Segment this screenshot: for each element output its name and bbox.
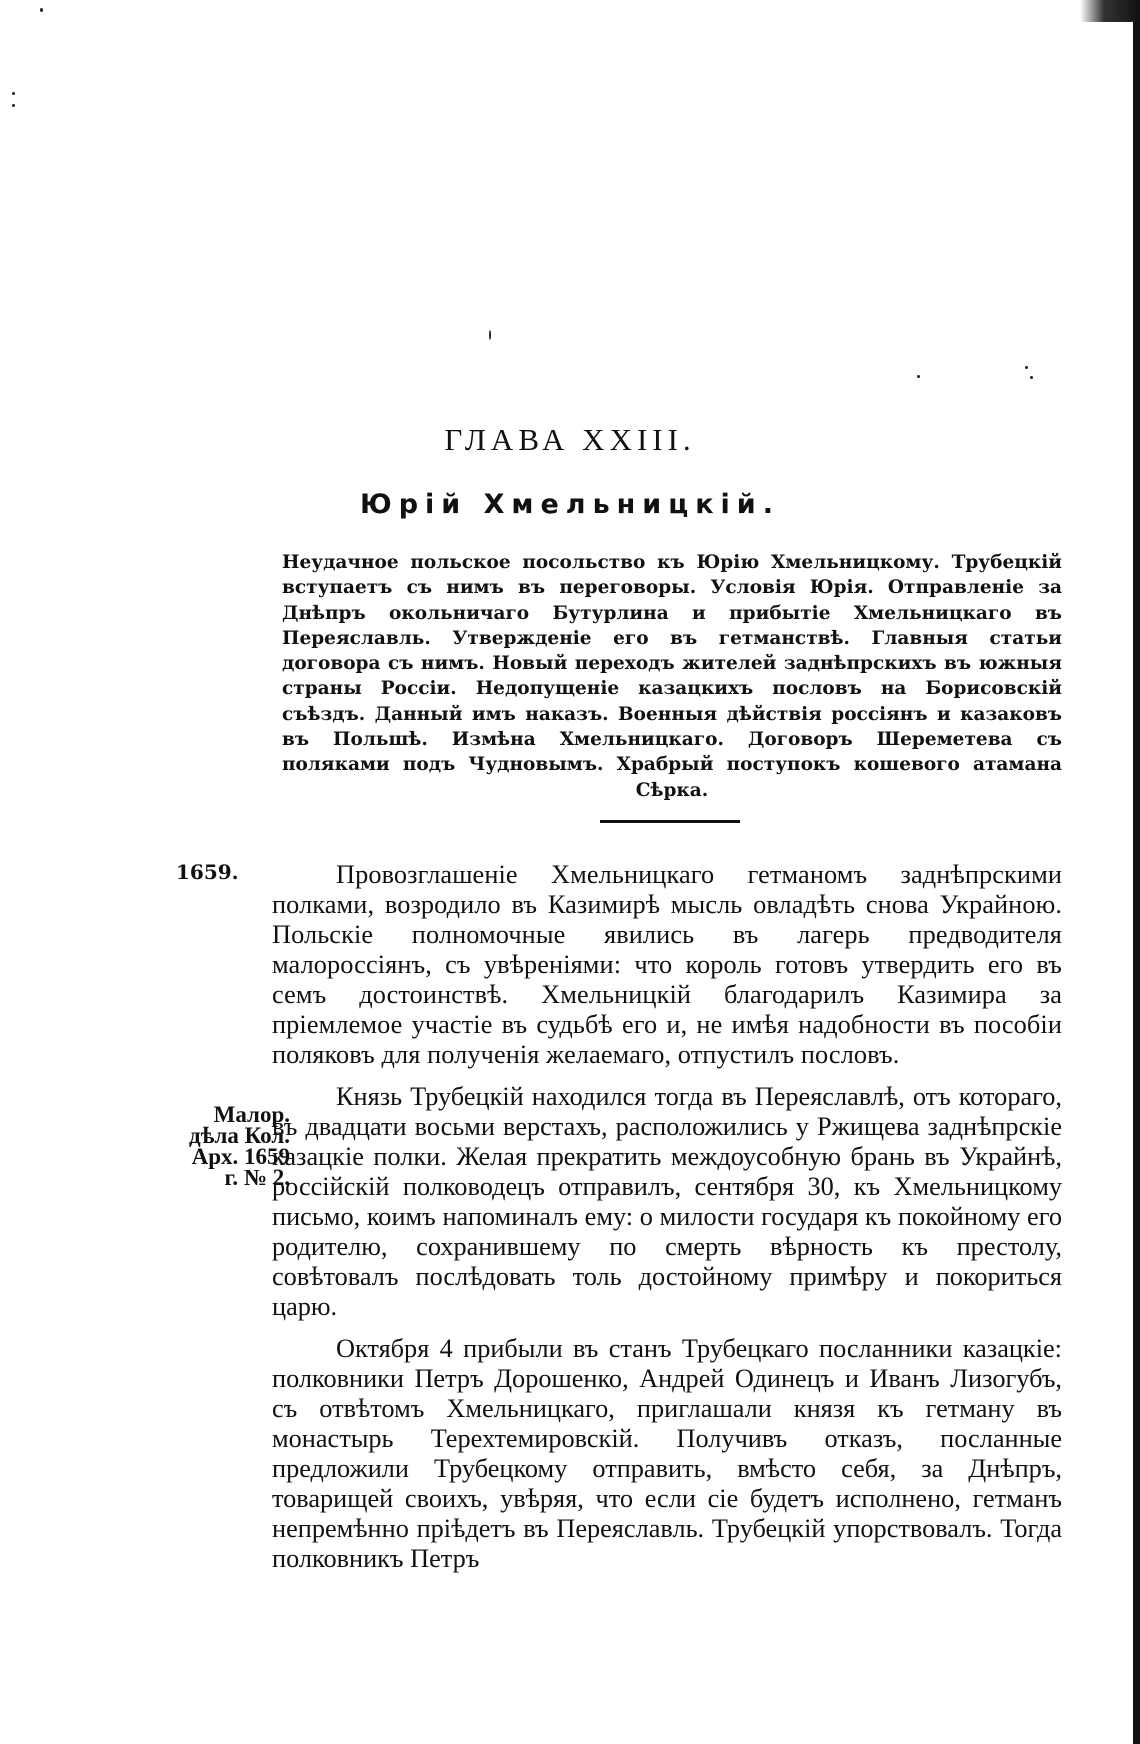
section-divider bbox=[600, 820, 740, 823]
scan-edge bbox=[1133, 0, 1140, 1744]
chapter-subtitle: Юрій Хмельницкій. bbox=[360, 489, 780, 520]
chapter-summary: Неудачное польское посольство къ Юрію Хмельницкому. Трубецкій вступаетъ съ нимъ въ переговоры. Условія Юрія. Отправленіе за Днѣпръ окольничаго Бутурлина и прибытіе Хмельницкаго въ Переяславль. Утвержденіе его въ гетманствѣ. Главныя статьи договора съ нимъ. Новый переходъ жителей заднѣпрскихъ въ южныя страны Россіи. Недопущеніе казацкихъ пословъ на Борисовскій съѣздъ. Данный имъ наказъ. Военныя дѣйствія россіянъ и казаковъ въ Польшѣ. Измѣна Хмельницкаго. Договоръ Шереметева съ поляками подъ Чудновымъ. Храбрый поступокъ кошевого атамана Сѣрка. bbox=[282, 552, 1062, 801]
body-text bbox=[272, 860, 1062, 1574]
margin-note-line: дѣла Кол. bbox=[189, 1123, 290, 1148]
paragraph: Князь Трубецкій находился тогда въ Переяславлѣ, отъ котораго, въ двадцати восьми верстахъ, расположились у Ржищева заднѣпрскіе казацкіе полки. Желая прекратить междоусобную брань въ Украйнѣ, россійскій полководецъ отправилъ, сентября 30, къ Хмельницкому письмо, коимъ напоминалъ ему: о милости государя къ покойному его родителю, сохранившему по смерть вѣрность къ престолу, совѣтовалъ послѣдовать толь достойному примѣру и покориться царю. bbox=[272, 1082, 1062, 1321]
scan-speck bbox=[12, 92, 15, 95]
paragraph: Провозглашеніе Хмельницкаго гетманомъ заднѣпрскими полками, возродило въ Казимирѣ мысль овладѣть снова Украйною. Польскіе полномочные явились въ лагерь предводителя малороссіянъ, съ увѣреніями: что король готовъ утвердить его въ семъ достоинствѣ. Хмельницкій благодарилъ Казимира за пріемлемое участіе въ судьбѣ его и, не имѣя надобности въ пособіи поляковъ для полученія желаемаго, отпустилъ пословъ. bbox=[272, 860, 1062, 1069]
scan-speck bbox=[1025, 366, 1028, 369]
scan-speck bbox=[1030, 376, 1033, 379]
scan-edge-corner bbox=[1080, 0, 1140, 22]
margin-note-line: г. № 2. bbox=[224, 1165, 290, 1190]
scan-speck bbox=[917, 375, 920, 378]
margin-note-line: Арх. 1659 bbox=[191, 1144, 290, 1169]
scan-speck bbox=[489, 330, 491, 340]
margin-year: 1659. bbox=[176, 860, 239, 884]
paragraph: Октября 4 прибыли въ станъ Трубецкаго посланники казацкіе: полковники Петръ Дорошенко, Андрей Одинецъ и Иванъ Лизогубъ, съ отвѣтомъ Хмельницкаго, приглашали князя къ гетману въ монастырь Терехтемировскій. Получивъ отказъ, посланные предложили Трубецкому отправить, вмѣсто себя, за Днѣпръ, товарищей своихъ, увѣряя, что если сіе будетъ исполнено, гетманъ непремѣнно пріѣдетъ въ Переяславль. Трубецкій упорствовалъ. Тогда полковникъ Петръ bbox=[272, 1334, 1062, 1573]
margin-note-line: Малор. bbox=[213, 1102, 290, 1127]
chapter-title: ГЛАВА XXIII. bbox=[444, 422, 696, 457]
scan-speck bbox=[40, 8, 43, 12]
scan-speck bbox=[12, 104, 15, 107]
